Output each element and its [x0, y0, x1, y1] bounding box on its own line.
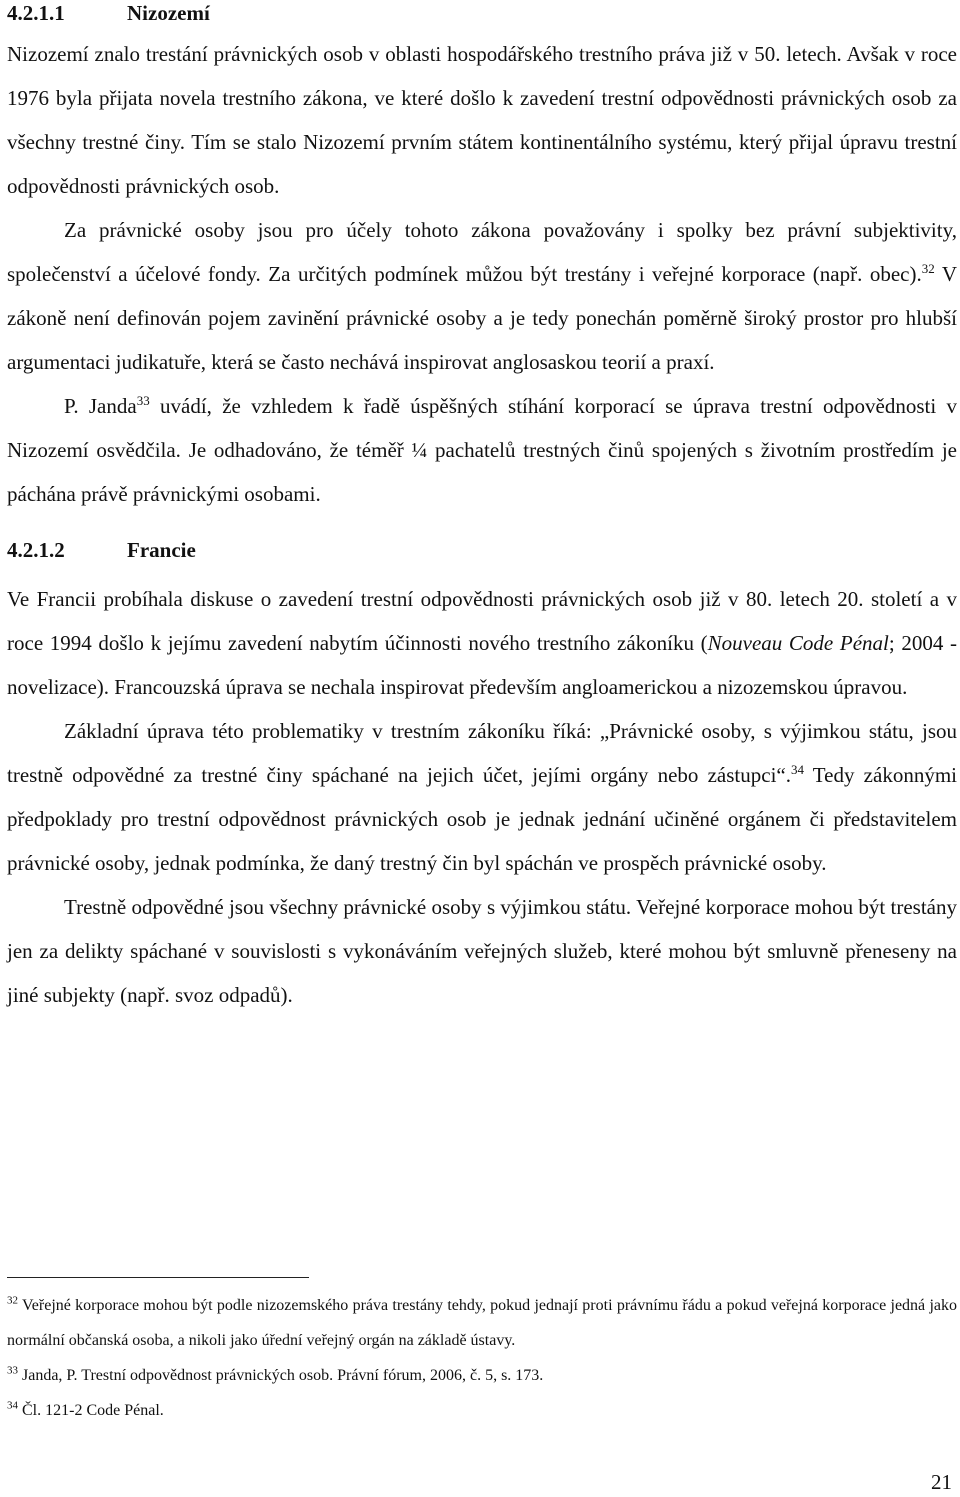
section-title: Nizozemí — [127, 1, 210, 25]
footnote-text: Čl. 121-2 Code Pénal. — [18, 1402, 164, 1419]
footnote — [7, 1288, 957, 1358]
paragraph — [7, 208, 957, 384]
page-number: 21 — [931, 1470, 952, 1494]
footnote-ref: 33 — [136, 393, 150, 408]
paragraph-text: Základní úprava této problematiky v trestním zákoníku říká: „Právnické osoby, s výjimkou státu, jsou trestně odpovědné za trestné činy spáchané na jejich účet, jejími orgány nebo zástupci“. — [7, 719, 957, 787]
paragraph-text: uvádí, že vzhledem k řadě úspěšných stíhání korporací se úprava trestní odpovědnosti v Nizozemí osvědčila. Je odhadováno, že téměř ¼ pachatelů trestných činů spojených s životním prostředím je páchána právě právnickými osobami. — [7, 394, 958, 506]
footnote-text: Veřejné korporace mohou být podle nizozemského práva trestány tehdy, pokud jednají proti právnímu řádu a pokud veřejná korporace jedná jako normální občanská osoba, a nikoli jako úřední veřejný orgán na základě ústavy. — [7, 1297, 957, 1349]
footnote-ref: 32 — [921, 261, 935, 276]
footnote-mark: 32 — [7, 1294, 18, 1307]
paragraph — [7, 709, 957, 885]
footnote — [7, 1358, 957, 1393]
section-number: 4.2.1.2 — [7, 538, 65, 562]
section-heading-francie — [7, 538, 957, 562]
section-number: 4.2.1.1 — [7, 1, 65, 25]
footnote-ref: 34 — [790, 762, 804, 777]
footnote-separator — [7, 1277, 309, 1278]
footnotes — [7, 1288, 957, 1428]
paragraph-text: Ve Francii probíhala diskuse o zavedení trestní odpovědnosti právnických osob již v 80. letech 20. století a v roce 1994 došlo k jejímu zavedení nabytím účinnosti nového trestního zákoníku ( — [7, 587, 957, 655]
italic-title: Nouveau Code Pénal — [707, 631, 889, 655]
paragraph-text: Tedy zákonnými předpoklady pro trestní odpovědnost právnických osob je jednak jednání učiněné orgánem či představitelem právnické osoby, jednak podmínka, že daný trestný čin byl spáchán ve prospěch právnické osoby. — [7, 763, 957, 875]
paragraph: Trestně odpovědné jsou všechny právnické osoby s výjimkou státu. Veřejné korporace mohou být trestány jen za delikty spáchané v souvislosti s vykonáváním veřejných služeb, které mohou být smluvně přeneseny na jiné subjekty (např. svoz odpadů). — [7, 895, 957, 1007]
section-heading-nizozemi — [7, 1, 957, 25]
footnote-mark: 34 — [7, 1399, 18, 1412]
paragraph-text: ; 2004 - novelizace). Francouzská úprava se nechala inspirovat především angloamerickou a nizozemskou úpravou. — [7, 631, 957, 699]
footnote-text: Janda, P. Trestní odpovědnost právnických osob. Právní fórum, 2006, č. 5, s. 173. — [18, 1367, 544, 1384]
paragraph-text: V zákoně není definován pojem zavinění právnické osoby a je tedy ponechán poměrně široký prostor pro hlubší argumentaci judikatuře, která se často nechává inspirovat anglosaskou teorií a praxí. — [7, 262, 957, 374]
footnote — [7, 1393, 957, 1428]
paragraph-text: Za právnické osoby jsou pro účely tohoto zákona považovány i spolky bez právní subjektivity, společenství a účelové fondy. Za určitých podmínek můžou být trestány i veřejné korporace (např. obec). — [7, 218, 957, 286]
paragraph-text: P. Janda — [64, 394, 137, 418]
paragraph — [7, 577, 957, 709]
paragraph: Nizozemí znalo trestání právnických osob v oblasti hospodářského trestního práva již v 50. letech. Avšak v roce 1976 byla přijata novela trestního zákona, ve které došlo k zavedení trestní odpovědnosti právnických osob za všechny trestné činy. Tím se stalo Nizozemí prvním státem kontinentálního systému, který přijal úpravu trestní odpovědnosti právnických osob. — [7, 42, 957, 198]
footnote-mark: 33 — [7, 1364, 18, 1377]
section-title: Francie — [127, 538, 196, 562]
main-text — [7, 0, 957, 1017]
paragraph — [7, 384, 957, 516]
